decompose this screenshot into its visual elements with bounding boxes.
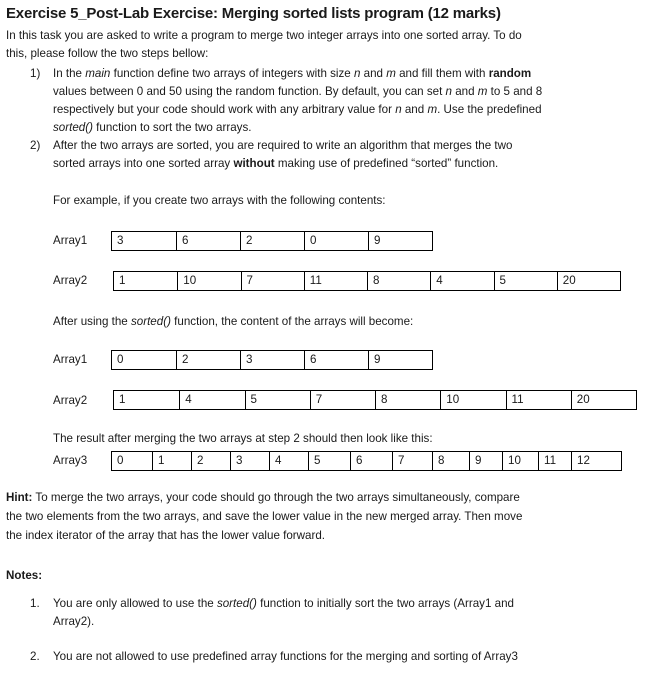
array-cell: 2 <box>240 232 304 250</box>
array-cell: 10 <box>502 452 538 470</box>
array-cell: 6 <box>304 351 368 369</box>
note-1-line-1: You are only allowed to use the sorted() function to initially sort the two arrays (Array1 and <box>53 597 514 610</box>
array-cell: 4 <box>269 452 308 470</box>
step-2-line-2: sorted arrays into one sorted array without making use of predefined “sorted” function. <box>53 157 499 170</box>
array-cell: 2 <box>191 452 230 470</box>
array-cell: 11 <box>304 272 367 290</box>
step-1-number: 1) <box>30 67 41 80</box>
step-1-line-4: sorted() function to sort the two arrays. <box>53 121 252 134</box>
array-cell: 7 <box>310 391 375 409</box>
example-intro: For example, if you create two arrays with the following contents: <box>53 194 386 207</box>
array-cell: 0 <box>304 232 368 250</box>
initial-array2 <box>113 271 621 291</box>
array-cell: 20 <box>571 391 636 409</box>
sorted-array1-label: Array1 <box>53 353 88 366</box>
exercise-title: Exercise 5_Post-Lab Exercise: Merging sorted lists program (12 marks) <box>6 5 501 22</box>
array-cell: 4 <box>430 272 493 290</box>
array-cell: 0 <box>117 454 124 467</box>
array-cell: 8 <box>375 391 440 409</box>
note-1-number: 1. <box>30 597 40 610</box>
initial-array1 <box>111 231 433 251</box>
array-cell: 0 <box>117 353 124 366</box>
array-cell: 2 <box>176 351 240 369</box>
array-cell: 1 <box>119 393 126 406</box>
hint-line-3: the index iterator of the array that has the lower value forward. <box>6 529 325 542</box>
array-cell: 10 <box>177 272 240 290</box>
array-cell: 12 <box>571 452 601 470</box>
array-cell: 9 <box>368 232 432 250</box>
array-cell: 5 <box>245 391 310 409</box>
initial-array2-label: Array2 <box>53 274 88 287</box>
step-1-line-3: respectively but your code should work with any arbitrary value for n and m. Use the predefined <box>53 103 542 116</box>
note-1-line-2: Array2). <box>53 615 95 628</box>
after-sorted-text: After using the sorted() function, the content of the arrays will become: <box>53 315 414 328</box>
note-2-number: 2. <box>30 650 40 663</box>
array-cell: 9 <box>368 351 432 369</box>
merged-array-label: Array3 <box>53 454 88 467</box>
array-cell: 1 <box>119 274 126 287</box>
array-cell: 8 <box>432 452 469 470</box>
array-cell: 11 <box>538 452 571 470</box>
sorted-array1 <box>111 350 433 370</box>
array-cell: 10 <box>440 391 505 409</box>
array-cell: 3 <box>230 452 269 470</box>
array-cell: 6 <box>350 452 392 470</box>
step-1-line-1: In the main function define two arrays of integers with size n and m and fill them with random <box>53 67 532 80</box>
array-cell: 1 <box>152 452 191 470</box>
array-cell: 9 <box>469 452 502 470</box>
intro-line-2: this, please follow the two steps bellow: <box>6 47 209 60</box>
step-2-number: 2) <box>30 139 41 152</box>
array-cell: 5 <box>494 272 557 290</box>
array-cell: 7 <box>241 272 304 290</box>
step-2-line-1: After the two arrays are sorted, you are required to write an algorithm that merges the two <box>53 139 513 152</box>
array-cell: 3 <box>117 234 124 247</box>
array-cell: 7 <box>392 452 432 470</box>
array-cell: 6 <box>176 232 240 250</box>
result-intro: The result after merging the two arrays at step 2 should then look like this: <box>53 432 433 445</box>
array-cell: 5 <box>308 452 350 470</box>
sorted-array2 <box>113 390 637 410</box>
sorted-array2-label: Array2 <box>53 394 88 407</box>
step-1-line-2: values between 0 and 50 using the random function. By default, you can set n and m to 5 and 8 <box>53 85 543 98</box>
array-cell: 20 <box>557 272 620 290</box>
intro-line-1: In this task you are asked to write a program to merge two integer arrays into one sorted array. To do <box>6 29 522 42</box>
hint-line-1: Hint: To merge the two arrays, your code should go through the two arrays simultaneously, compare <box>6 491 520 504</box>
array-cell: 8 <box>367 272 430 290</box>
array-cell: 3 <box>240 351 304 369</box>
array-cell: 4 <box>179 391 244 409</box>
array-cell: 11 <box>506 391 571 409</box>
initial-array1-label: Array1 <box>53 234 88 247</box>
hint-line-2: the two elements from the two arrays, and save the lower value in the new merged array. Then move <box>6 510 523 523</box>
notes-heading: Notes: <box>6 569 43 582</box>
merged-array3 <box>111 451 622 471</box>
note-2-line: You are not allowed to use predefined array functions for the merging and sorting of Array3 <box>53 650 518 663</box>
